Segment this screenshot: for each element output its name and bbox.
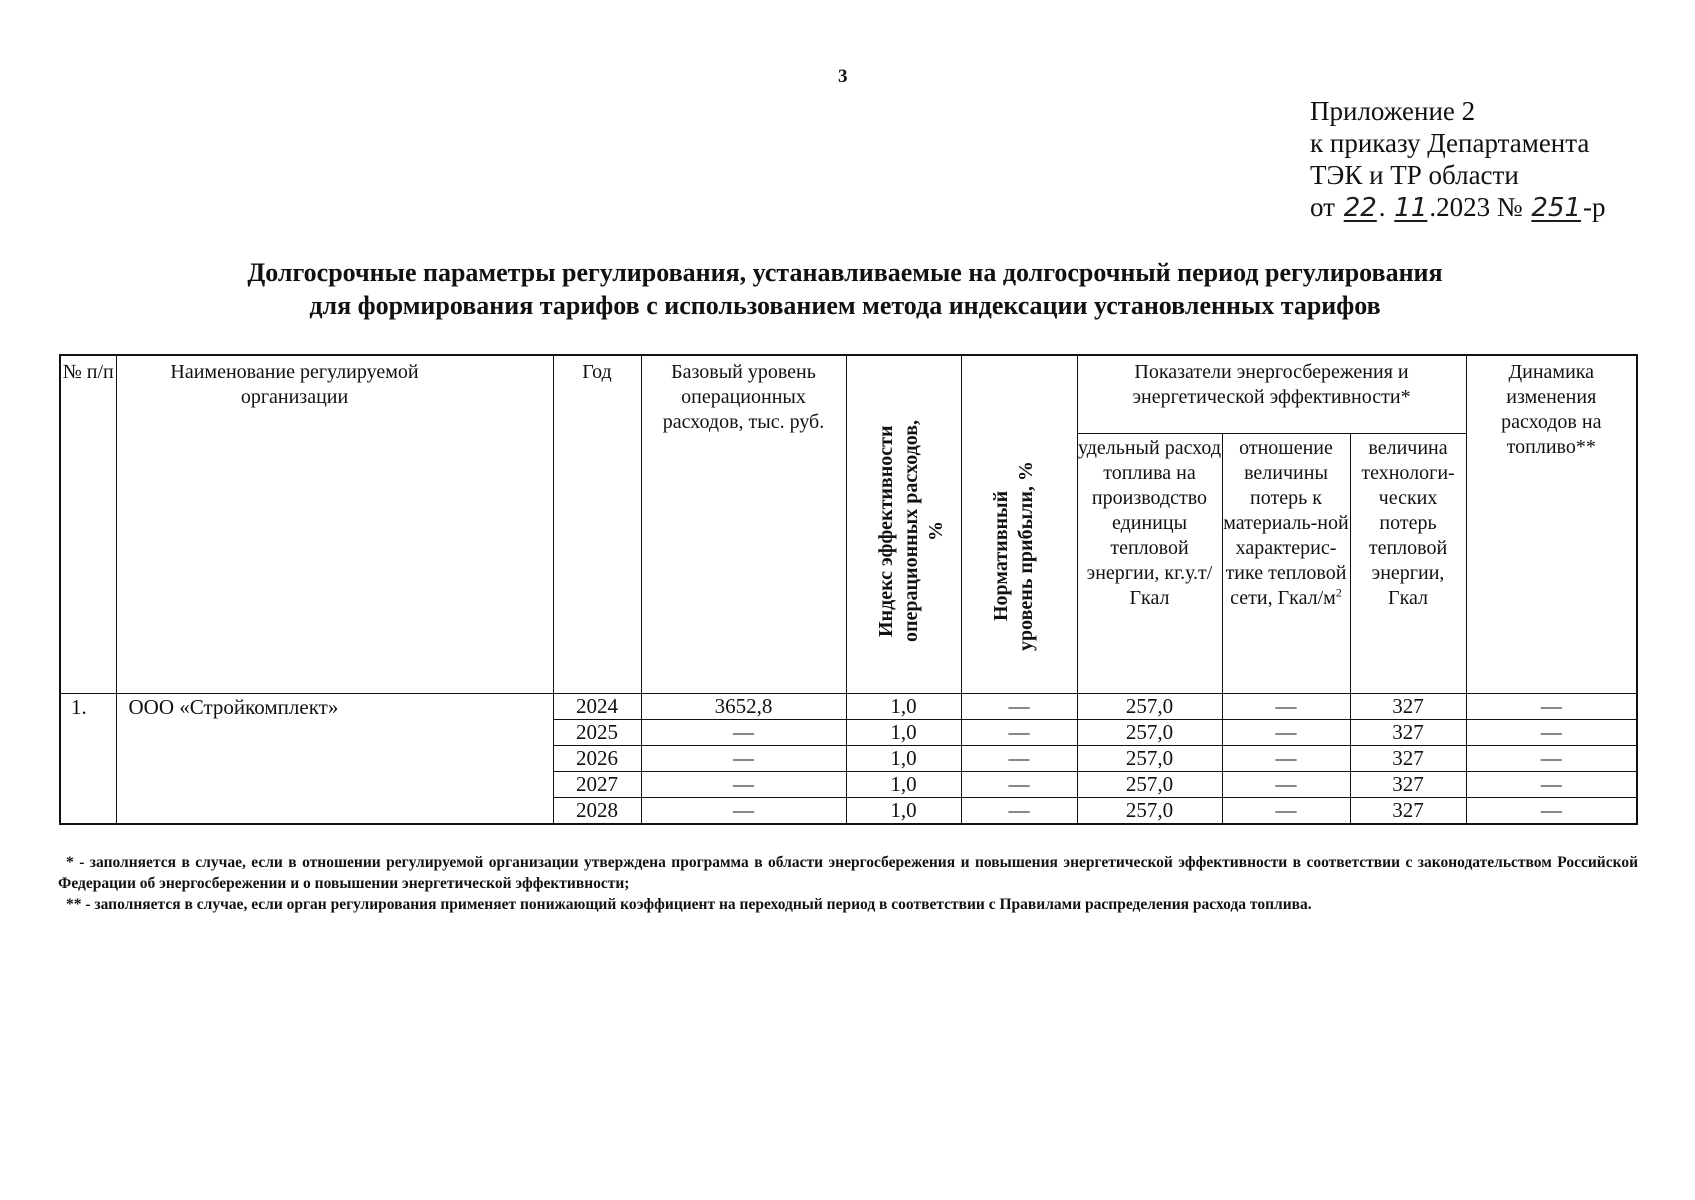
appendix-line3: ТЭК и ТР области — [1310, 160, 1519, 190]
header-specific-fuel: удельный расход топлива на производство единицы тепловой энергии, кг.у.т/Гкал — [1077, 433, 1222, 693]
cell-base: — — [641, 719, 846, 745]
appendix-block — [1310, 95, 1606, 224]
header-energy-group: Показатели энергосбережения и энергетической эффективности* — [1077, 355, 1466, 433]
header-efficiency-index-text: Индекс эффективности операционных расходов, % — [874, 419, 947, 642]
cell-profit: — — [961, 771, 1077, 797]
cell-index: 1,0 — [846, 797, 961, 824]
cell-loss: — — [1222, 797, 1350, 824]
cell-base: — — [641, 797, 846, 824]
cell-dyn: — — [1466, 797, 1637, 824]
cell-year: 2025 — [553, 719, 641, 745]
header-year: Год — [553, 355, 641, 693]
cell-index: 1,0 — [846, 719, 961, 745]
cell-profit: — — [961, 745, 1077, 771]
cell-fuel: 257,0 — [1077, 693, 1222, 719]
cell-index: 1,0 — [846, 693, 961, 719]
cell-index: 1,0 — [846, 745, 961, 771]
cell-index: 1,0 — [846, 771, 961, 797]
appendix-line1: Приложение 2 — [1310, 96, 1476, 126]
cell-loss: — — [1222, 693, 1350, 719]
header-profit-level-text: Нормативный уровень прибыли, % — [990, 460, 1037, 651]
cell-tech: 327 — [1350, 797, 1466, 824]
cell-profit: — — [961, 693, 1077, 719]
parameters-table — [59, 354, 1638, 825]
cell-year: 2027 — [553, 771, 641, 797]
header-loss-ratio-sup: 2 — [1335, 584, 1342, 599]
cell-loss: — — [1222, 745, 1350, 771]
cell-dyn: — — [1466, 745, 1637, 771]
footnotes — [58, 852, 1638, 915]
appendix-line2: к приказу Департамента — [1310, 128, 1590, 158]
date-sep2: .2023 № — [1429, 192, 1523, 222]
cell-year: 2024 — [553, 693, 641, 719]
title-line2: для формирования тарифов с использованием метода индексации установленных тарифов — [309, 291, 1381, 320]
header-profit-level — [961, 355, 1077, 693]
cell-loss: — — [1222, 719, 1350, 745]
header-name: Наименование регулируемой организации — [116, 355, 553, 693]
cell-profit: — — [961, 797, 1077, 824]
title-line1: Долгосрочные параметры регулирования, устанавливаемые на долгосрочный период регулирования — [247, 258, 1443, 287]
table-body — [60, 693, 1637, 824]
footnote-1: * - заполняется в случае, если в отношении регулируемой организации утверждена программа в области энергосбережения и повышения энергетической эффективности в соответствии с законодательством Российской Федерации об энергосбережении и о повышении энергетической эффективности; — [58, 854, 1638, 892]
cell-fuel: 257,0 — [1077, 771, 1222, 797]
cell-dyn: — — [1466, 771, 1637, 797]
appendix-date-line — [1310, 191, 1606, 224]
cell-base: 3652,8 — [641, 693, 846, 719]
handwritten-number: 251 — [1531, 193, 1582, 223]
cell-year: 2028 — [553, 797, 641, 824]
header-loss-ratio-text: отношение величины потерь к материаль-ной характерис-тике тепловой сети, Гкал/м — [1223, 436, 1349, 609]
org-num: 1. — [60, 693, 116, 824]
cell-tech: 327 — [1350, 771, 1466, 797]
org-name: ООО «Стройкомплект» — [116, 693, 553, 824]
cell-dyn: — — [1466, 693, 1637, 719]
cell-fuel: 257,0 — [1077, 797, 1222, 824]
header-tech-losses: величина технологи-ческих потерь тепловой энергии, Гкал — [1350, 433, 1466, 693]
number-suffix: -р — [1583, 192, 1606, 222]
cell-fuel: 257,0 — [1077, 745, 1222, 771]
cell-base: — — [641, 771, 846, 797]
footnote-2: ** - заполняется в случае, если орган регулирования применяет понижающий коэффициент на переходный период в соответствии с Правилами распределения расхода топлива. — [66, 896, 1312, 913]
cell-year: 2026 — [553, 745, 641, 771]
header-fuel-dynamics: Динамика изменения расходов на топливо** — [1466, 355, 1637, 693]
page-number: 3 — [838, 66, 848, 87]
handwritten-day: 22 — [1343, 193, 1377, 223]
date-prefix: от — [1310, 192, 1335, 222]
cell-dyn: — — [1466, 719, 1637, 745]
cell-tech: 327 — [1350, 719, 1466, 745]
cell-base: — — [641, 745, 846, 771]
header-base-level: Базовый уровень операционных расходов, тыс. руб. — [641, 355, 846, 693]
date-sep1: . — [1378, 192, 1386, 222]
header-num: № п/п — [60, 355, 116, 693]
cell-tech: 327 — [1350, 745, 1466, 771]
header-efficiency-index — [846, 355, 961, 693]
handwritten-month: 11 — [1394, 193, 1428, 223]
cell-profit: — — [961, 719, 1077, 745]
cell-fuel: 257,0 — [1077, 719, 1222, 745]
document-title — [120, 256, 1570, 322]
header-loss-ratio — [1222, 433, 1350, 693]
cell-tech: 327 — [1350, 693, 1466, 719]
cell-loss: — — [1222, 771, 1350, 797]
